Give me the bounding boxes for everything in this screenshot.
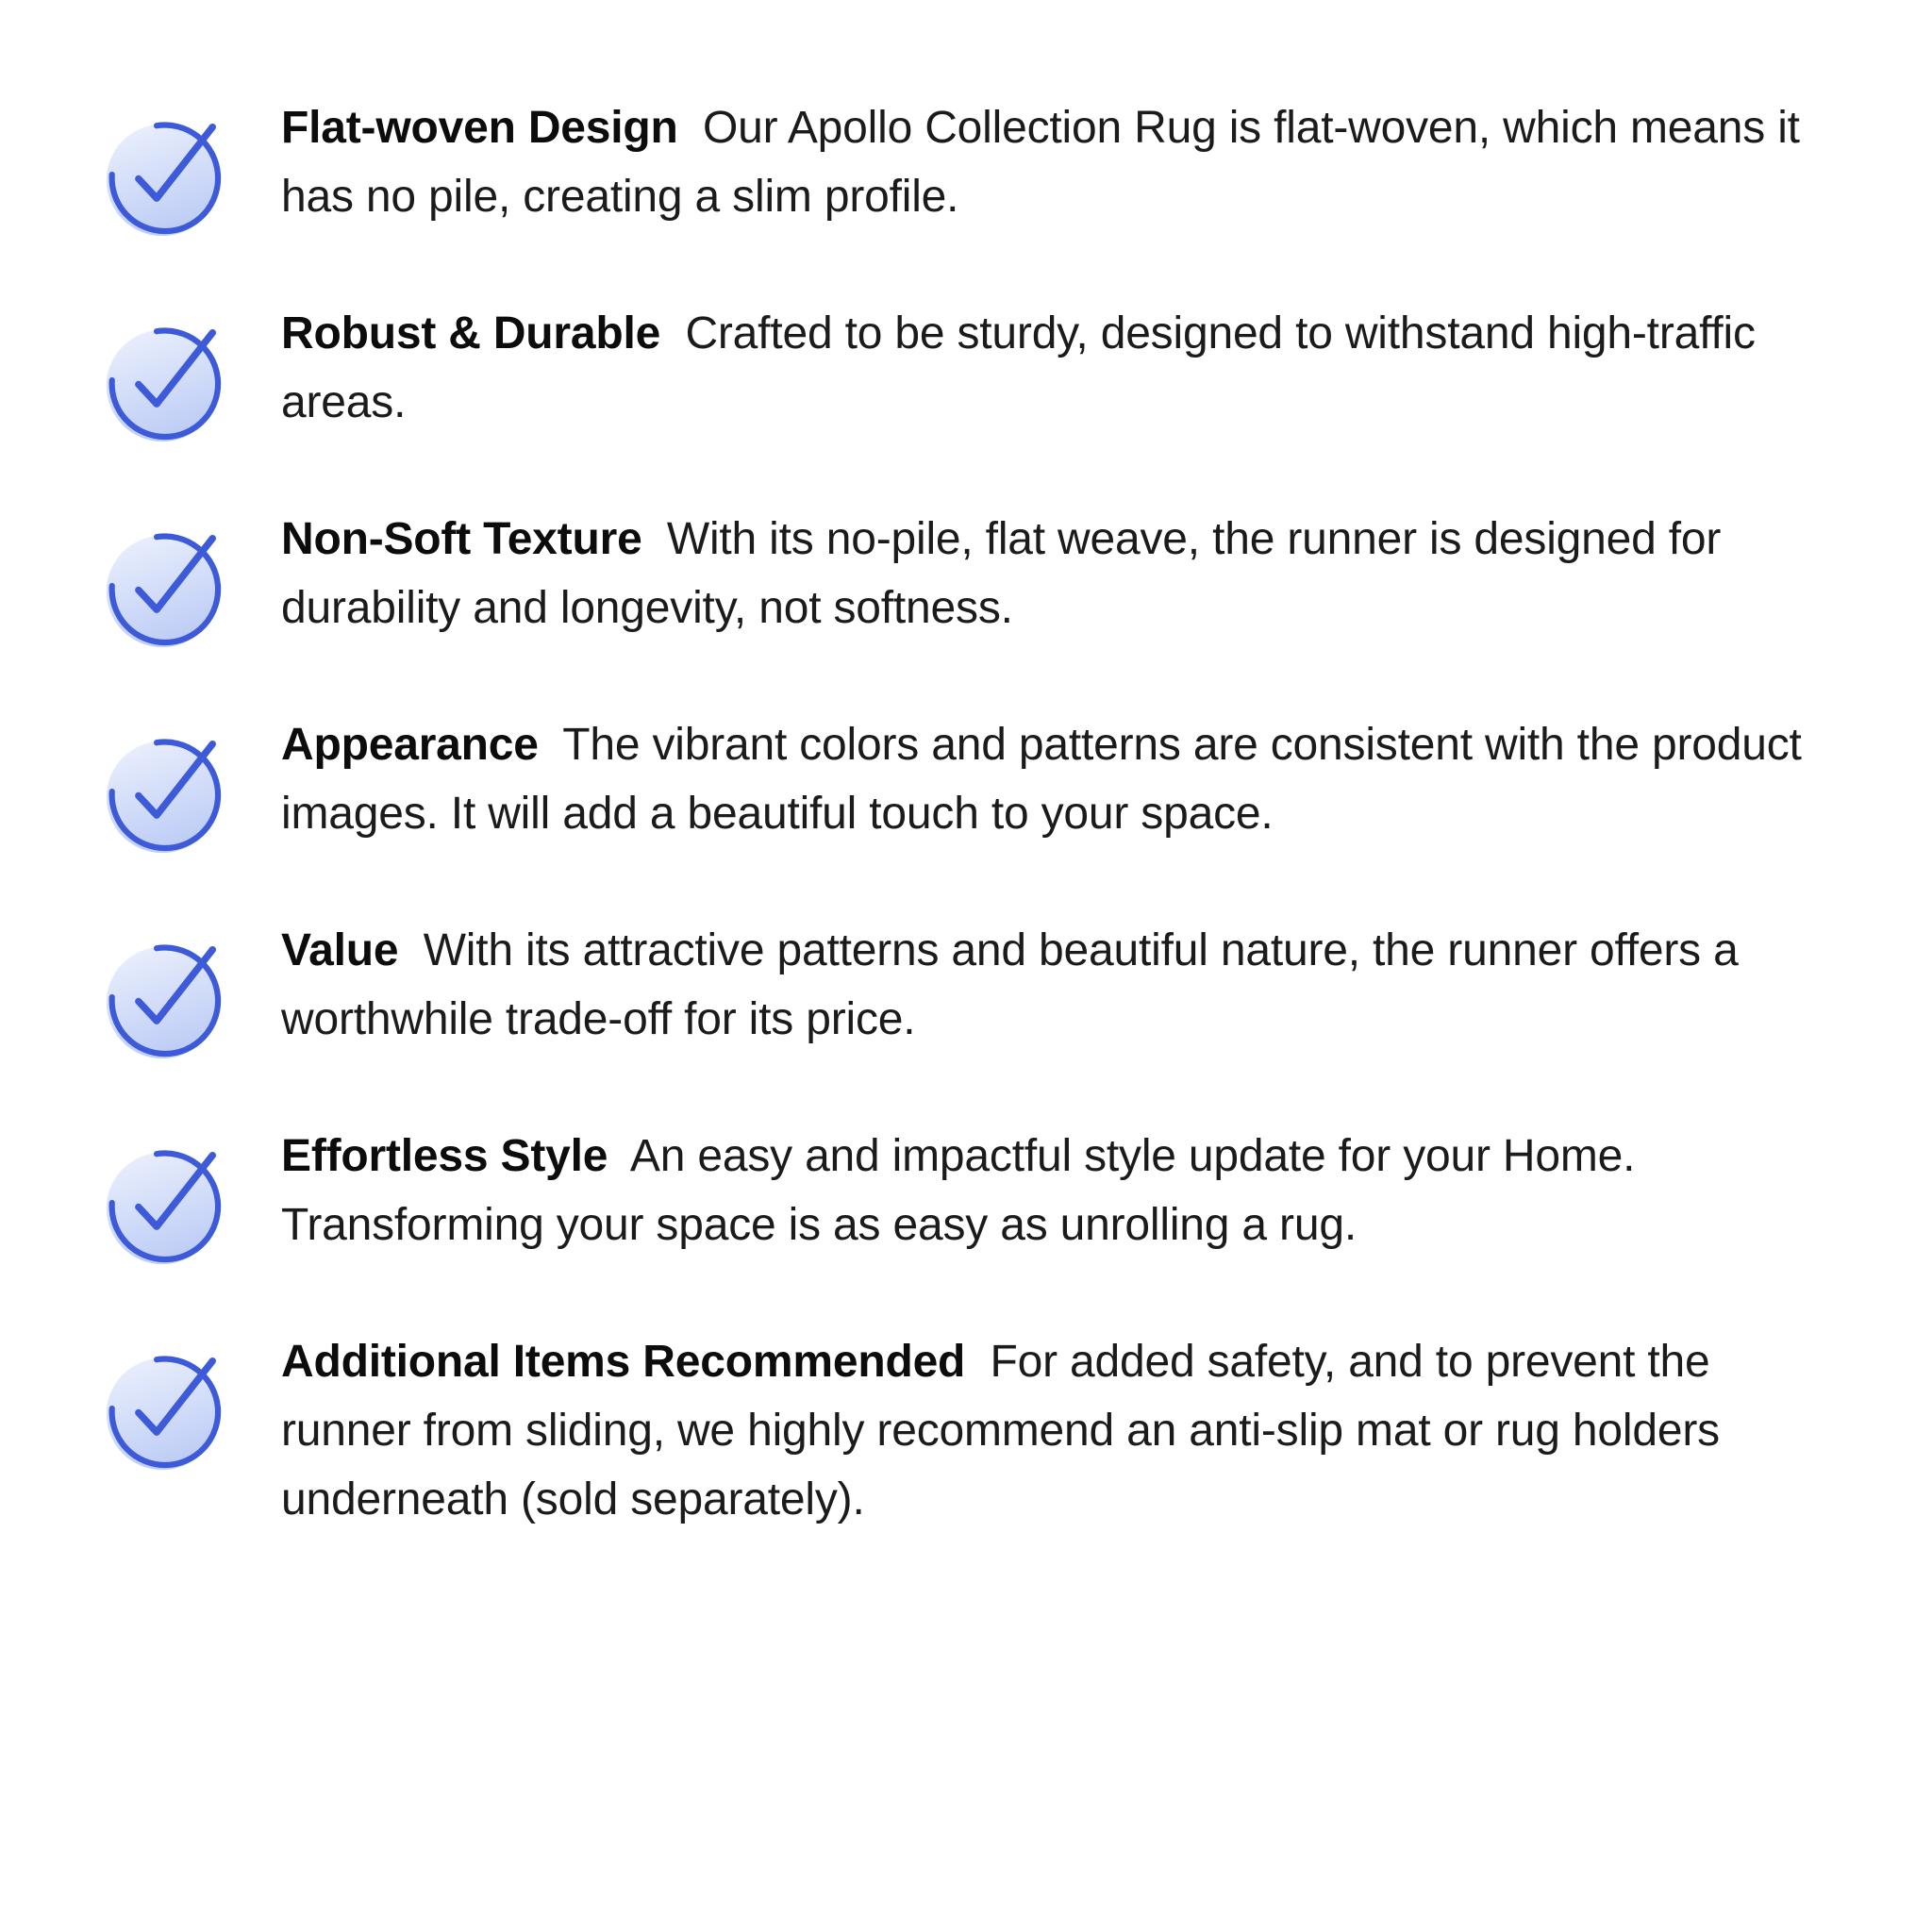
list-item [47,94,1875,247]
feature-text [281,711,1875,849]
feature-title: Value [281,925,399,975]
check-icon-wrapper [47,506,281,658]
check-icon-wrapper [47,1328,281,1481]
feature-description: Our Apollo Collection Rug is flat-woven, which means it has no pile, creating a slim profile. [281,103,1800,222]
feature-text [281,300,1875,438]
check-circle-icon [92,313,232,453]
check-circle-icon [92,1136,232,1275]
check-icon-wrapper [47,300,281,453]
feature-list [47,94,1875,1535]
feature-text [281,917,1875,1055]
feature-title: Flat-woven Design [281,103,678,153]
feature-title: Additional Items Recommended [281,1337,966,1387]
list-item [47,1123,1875,1275]
list-item [47,506,1875,658]
feature-description: An easy and impactful style update for your Home. Transforming your space is as easy as unrolling a rug. [281,1131,1636,1250]
feature-description: For added safety, and to prevent the runner from sliding, we highly recommend an anti-slip mat or rug holders underneath (sold separately). [281,1337,1720,1524]
feature-title: Effortless Style [281,1131,608,1181]
feature-title: Robust & Durable [281,308,661,358]
list-item [47,300,1875,453]
check-icon-wrapper [47,711,281,864]
check-circle-icon [92,1341,232,1481]
check-icon-wrapper [47,1123,281,1275]
feature-text [281,1328,1875,1535]
feature-title: Appearance [281,720,539,770]
feature-title: Non-Soft Texture [281,514,642,564]
feature-text [281,94,1875,232]
feature-description: The vibrant colors and patterns are consistent with the product images. It will add a beautiful touch to your space. [281,720,1802,839]
list-item [47,1328,1875,1535]
feature-description: Crafted to be sturdy, designed to withstand high-traffic areas. [281,308,1756,427]
list-item [47,917,1875,1070]
feature-description: With its attractive patterns and beautiful nature, the runner offers a worthwhile trade-off for its price. [281,925,1739,1044]
check-circle-icon [92,930,232,1070]
check-icon-wrapper [47,94,281,247]
check-circle-icon [92,724,232,864]
feature-text [281,1123,1875,1260]
check-circle-icon [92,519,232,658]
check-circle-icon [92,108,232,247]
feature-description: With its no-pile, flat weave, the runner is designed for durability and longevity, not softness. [281,514,1722,633]
check-icon-wrapper [47,917,281,1070]
feature-text [281,506,1875,643]
list-item [47,711,1875,864]
